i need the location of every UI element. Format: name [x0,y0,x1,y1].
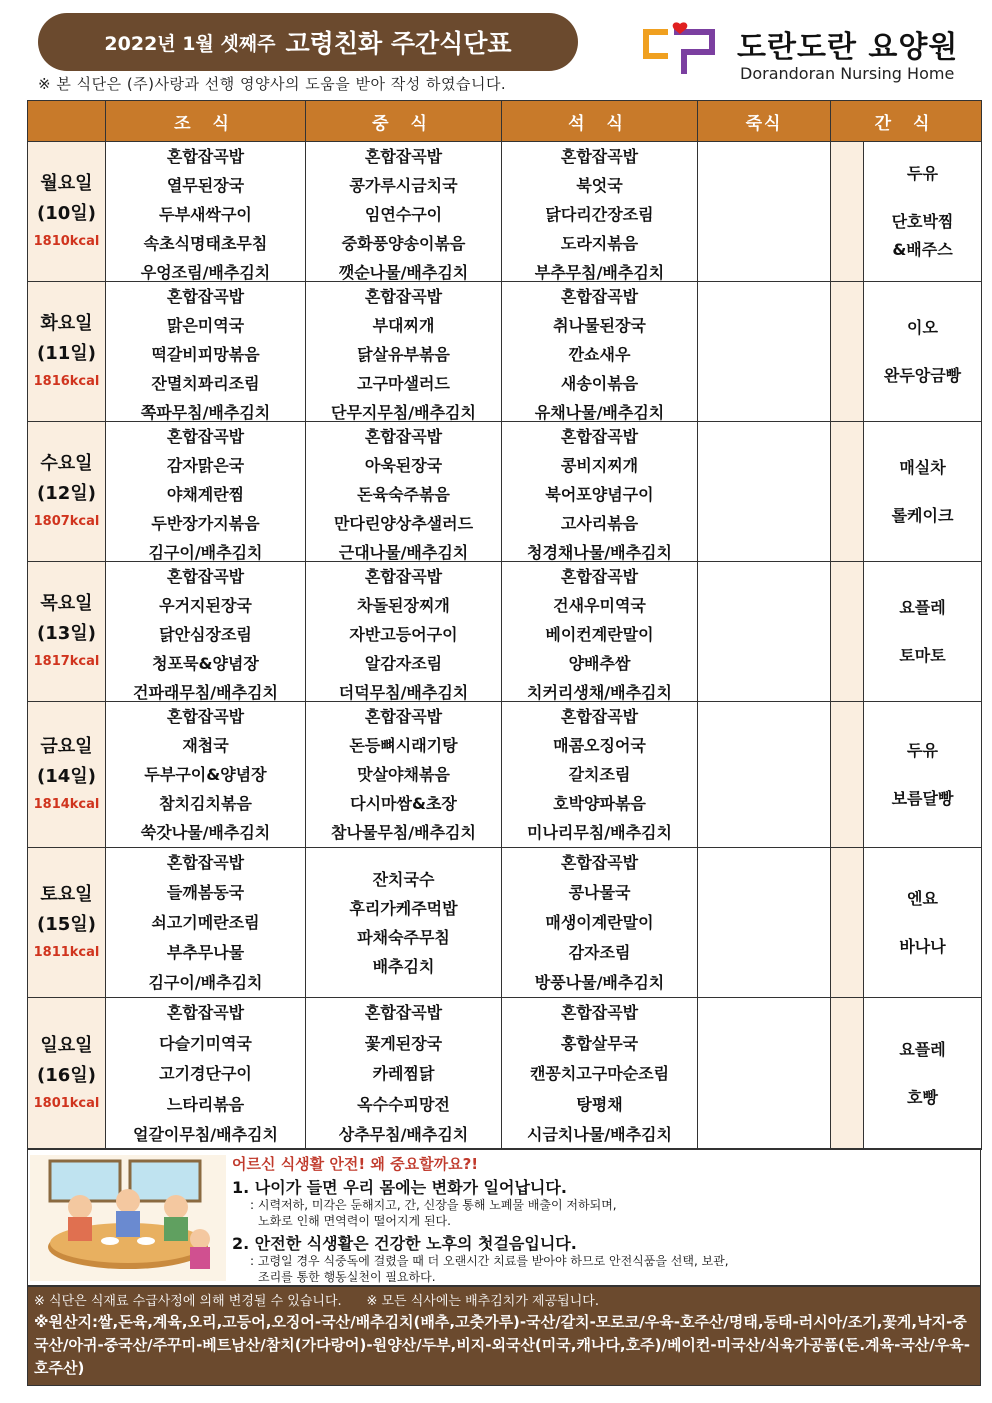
porridge-cell [698,702,831,848]
menu-item: 혼합잡곡밥 [166,853,245,872]
separator-cell [831,702,864,848]
porridge-cell [698,282,831,422]
menu-item: 닭안심장조림 [159,625,252,644]
menu-item: 느타리볶음 [166,1094,245,1114]
snack-item: 보름달빵 [891,788,954,808]
menu-item: 콩가루시금치국 [349,176,458,195]
porridge-cell [698,848,831,998]
day-date: (12일) [37,482,96,504]
menu-item: 차돌된장찌개 [357,596,450,615]
menu-item: 부대찌개 [372,316,435,335]
header-breakfast: 조 식 [106,101,306,142]
logo-english: Dorandoran Nursing Home [740,64,955,83]
snack-item: 엔요 [907,888,938,908]
snack-cell [864,282,982,422]
title-banner [38,13,578,71]
menu-item: 감자조림 [568,943,631,962]
dinner-cell [502,998,698,1150]
snack-item: 단호박찜 &배주스 [891,211,954,259]
menu-item: 쇠고기메란조림 [151,913,260,932]
menu-item: 돈등뼈시래기탕 [349,736,458,755]
logo-mark-icon [640,22,720,88]
menu-item: 재첩국 [182,736,229,755]
menu-item: 부추무나물 [166,943,245,962]
lunch-cell [306,848,502,998]
table-row [28,282,982,422]
menu-item: 김구이/배추김치 [148,543,263,562]
breakfast-cell [106,562,306,702]
menu-item: 방풍나물/배추김치 [534,973,665,992]
menu-item: 우엉조림/배추김치 [140,263,271,282]
menu-item: 떡갈비피망볶음 [151,345,260,364]
snack-item: 호빵 [907,1087,938,1107]
menu-item: 깻순나물/배추김치 [338,263,469,282]
day-kcal: 1801kcal [33,1095,100,1111]
day-kcal: 1817kcal [33,653,100,669]
separator-cell [831,282,864,422]
menu-item: 유채나물/배추김치 [534,403,665,422]
info-point-2: 2. 안전한 식생활은 건강한 노후의 첫걸음입니다. [232,1234,577,1253]
menu-item: 베이컨계란말이 [545,625,654,644]
menu-item: 자반고등어구이 [349,625,458,644]
lunch-cell [306,702,502,848]
snack-cell [864,562,982,702]
info-detail-2a: : 고령일 경우 식중독에 걸렸을 때 더 오랜시간 치료를 받아야 하므로 안전식품을 선택, 보관, [250,1254,729,1268]
info-detail-2b: 조리를 통한 행동실천이 필요하다. [258,1270,436,1284]
menu-item: 잔치국수 [372,869,435,889]
lunch-cell [306,562,502,702]
menu-item: 갈치조림 [568,765,631,784]
day-kcal: 1811kcal [33,944,100,960]
menu-item: 맑은미역국 [166,316,245,335]
menu-item: 호박양파볶음 [553,794,646,813]
page-title: 고령친화 주간식단표 [285,29,512,58]
menu-item: 혼합잡곡밥 [560,1003,639,1022]
dinner-cell [502,702,698,848]
info-detail-2 [250,1253,729,1285]
snack-cell [864,702,982,848]
info-detail-1a: : 시력저하, 미각은 둔해지고, 간, 신장을 통해 노폐물 배출이 저하되며, [250,1198,617,1212]
snack-item: 바나나 [899,936,946,956]
logo [640,22,980,88]
menu-item: 깐쇼새우 [568,345,631,364]
menu-item: 쪽파무침/배추김치 [140,403,271,422]
menu-item: 치커리생채/배추김치 [527,683,672,702]
breakfast-cell [106,142,306,282]
header-porridge: 죽식 [698,101,831,142]
menu-item: 혼합잡곡밥 [560,147,639,166]
menu-item: 배추김치 [372,956,435,976]
day-kcal: 1807kcal [33,513,100,529]
table-row [28,848,982,998]
breakfast-cell [106,422,306,562]
footer-note: ※ 식단은 식재료 수급사정에 의해 변경될 수 있습니다. ※ 모든 식사에는 배추김치가 제공됩니다. [34,1294,599,1309]
snack-item: 토마토 [899,645,946,665]
porridge-cell [698,422,831,562]
weekly-menu-table [27,100,982,1150]
menu-item: 혼합잡곡밥 [166,1003,245,1022]
porridge-cell [698,142,831,282]
dinner-cell [502,422,698,562]
menu-item: 중화풍양송이볶음 [341,234,466,253]
lunch-cell [306,998,502,1150]
menu-item: 닭다리간장조림 [545,205,654,224]
menu-item: 건새우미역국 [553,596,646,615]
day-name: 금요일 [40,735,93,757]
day-kcal: 1810kcal [33,233,100,249]
menu-item: 미나리무침/배추김치 [527,823,672,842]
lunch-cell [306,282,502,422]
day-cell [28,998,106,1150]
snack-item: 두유 [907,163,938,183]
menu-item: 후리가케주먹밥 [349,898,458,918]
breakfast-cell [106,282,306,422]
menu-item: 새송이볶음 [560,374,639,393]
table-row [28,142,982,282]
menu-item: 속초식명태초무침 [143,234,268,253]
menu-item: 북엇국 [576,176,623,195]
day-cell [28,562,106,702]
menu-item: 청포묵&양념장 [152,654,259,673]
menu-item: 혼합잡곡밥 [364,427,443,446]
menu-item: 파채숙주무침 [357,927,450,947]
table-row [28,562,982,702]
dinner-cell [502,562,698,702]
menu-item: 잔멸치꽈리조림 [151,374,260,393]
menu-item: 들깨봄동국 [166,883,245,902]
menu-item: 옥수수피망전 [357,1094,450,1114]
breakfast-cell [106,998,306,1150]
snack-item: 요플레 [899,1039,946,1059]
menu-item: 알감자조림 [364,654,443,673]
menu-item: 매콤오징어국 [553,736,646,755]
menu-item: 매생이계란말이 [545,913,654,932]
menu-item: 열무된장국 [166,176,245,195]
menu-item: 혼합잡곡밥 [364,707,443,726]
separator-cell [831,998,864,1150]
separator-cell [831,422,864,562]
day-cell [28,702,106,848]
snack-cell [864,998,982,1150]
day-cell [28,848,106,998]
info-point-1: 1. 나이가 들면 우리 몸에는 변화가 일어납니다. [232,1178,567,1197]
menu-item: 혼합잡곡밥 [166,147,245,166]
menu-item: 혼합잡곡밥 [364,287,443,306]
menu-item: 근대나물/배추김치 [338,543,469,562]
day-name: 화요일 [40,312,93,334]
footer-origin: ※원산지:쌀,돈육,계육,오리,고등어,오징어-국산/배추김치(배추,고춧가루)-국산/갈치-모로코/우육-호주산/명태,동태-러시아/조기,꽃게,낙지-중국산/아귀-중국산/주꾸미-베트남산/참치(가다랑어)-원양산/두부,비지-외국산(미국,캐나다,호주)/베이컨-미국산/식육가공품(돈.계육-국산/우육-호주산) [34,1313,970,1377]
menu-item: 참치김치볶음 [159,794,252,813]
separator-cell [831,142,864,282]
day-kcal: 1816kcal [33,373,100,389]
menu-item: 만다린양상추샐러드 [333,514,474,533]
menu-item: 쑥갓나물/배추김치 [140,823,271,842]
menu-item: 고구마샐러드 [357,374,450,393]
table-row [28,702,982,848]
menu-item: 닭살유부볶음 [357,345,450,364]
menu-item: 탕평채 [576,1094,623,1114]
dinner-cell [502,282,698,422]
breakfast-cell [106,848,306,998]
menu-item: 아욱된장국 [364,456,443,475]
menu-item: 부추무침/배추김치 [534,263,665,282]
notice-text: ※ 본 식단은 (주)사랑과 선행 영양사의 도움을 받아 작성 하였습니다. [38,75,507,93]
menu-item: 도라지볶음 [560,234,639,253]
day-name: 일요일 [40,1034,93,1056]
menu-item: 꽃게된장국 [364,1033,443,1053]
menu-item: 우거지된장국 [159,596,252,615]
menu-item: 혼합잡곡밥 [560,427,639,446]
menu-item: 혼합잡곡밥 [364,147,443,166]
menu-item: 양배추쌈 [568,654,631,673]
menu-item: 시금치나물/배추김치 [527,1125,672,1144]
separator-cell [831,562,864,702]
snack-cell [864,142,982,282]
menu-item: 혼합잡곡밥 [560,287,639,306]
day-name: 목요일 [40,592,93,614]
footer-box [27,1286,981,1386]
snack-item: 요플레 [899,597,946,617]
day-kcal: 1814kcal [33,796,100,812]
dinner-cell [502,848,698,998]
info-question: 어르신 식생활 안전! 왜 중요할까요?! [232,1155,479,1173]
snack-cell [864,422,982,562]
menu-item: 콩나물국 [568,883,631,902]
day-date: (15일) [37,913,96,935]
menu-item: 청경채나물/배추김치 [527,543,672,562]
menu-item: 혼합잡곡밥 [560,567,639,586]
dinner-cell [502,142,698,282]
snack-item: 매실차 [899,457,946,477]
header-dinner: 석 식 [502,101,698,142]
menu-item: 혼합잡곡밥 [166,427,245,446]
menu-item: 고사리볶음 [560,514,639,533]
menu-item: 다시마쌈&초장 [350,794,457,813]
family-meal-illustration [30,1155,226,1281]
lunch-cell [306,422,502,562]
menu-item: 감자맑은국 [166,456,245,475]
header-lunch: 중 식 [306,101,502,142]
day-date: (11일) [37,342,96,364]
info-box [27,1148,981,1286]
snack-item: 두유 [907,740,938,760]
menu-item: 북어포양념구이 [545,485,654,504]
info-detail-1b: 노화로 인해 면역력이 떨어지게 된다. [258,1214,451,1228]
snack-cell [864,848,982,998]
menu-item: 상추무침/배추김치 [338,1125,469,1144]
day-date: (13일) [37,622,96,644]
snack-item: 이오 [907,317,938,337]
day-name: 토요일 [40,883,93,905]
menu-item: 혼합잡곡밥 [364,567,443,586]
menu-item: 혼합잡곡밥 [560,707,639,726]
logo-name: 도란도란 요양원 [737,30,959,65]
menu-item: 임연수구이 [364,205,443,224]
porridge-cell [698,998,831,1150]
separator-cell [831,848,864,998]
menu-item: 참나물무침/배추김치 [331,823,476,842]
day-date: (14일) [37,765,96,787]
menu-item: 혼합잡곡밥 [166,567,245,586]
header-snack: 간 식 [831,101,982,142]
menu-item: 취나물된장국 [553,316,646,335]
day-name: 월요일 [40,172,93,194]
table-row [28,422,982,562]
menu-item: 혼합잡곡밥 [560,853,639,872]
lunch-cell [306,142,502,282]
day-date: (10일) [37,202,96,224]
menu-item: 콩비지찌개 [560,456,639,475]
info-detail-1 [250,1197,617,1229]
menu-item: 김구이/배추김치 [148,973,263,992]
header-day [28,101,106,142]
porridge-cell [698,562,831,702]
day-date: (16일) [37,1064,96,1086]
day-cell [28,282,106,422]
menu-item: 혼합잡곡밥 [364,1003,443,1022]
menu-item: 다슬기미역국 [159,1033,252,1053]
table-header-row [28,101,982,142]
menu-item: 맛살야채볶음 [357,765,450,784]
menu-item: 더덕무침/배추김치 [338,683,469,702]
menu-item: 두반장가지볶음 [151,514,260,533]
menu-item: 캔꽁치고구마순조림 [529,1064,670,1083]
breakfast-cell [106,702,306,848]
menu-item: 야채계란찜 [166,485,245,504]
snack-item: 완두앙금빵 [883,365,962,385]
menu-item: 혼합잡곡밥 [166,287,245,306]
menu-item: 홍합살무국 [560,1033,639,1053]
menu-item: 두부새싹구이 [159,205,252,224]
day-cell [28,422,106,562]
menu-item: 카레찜닭 [372,1064,435,1083]
day-name: 수요일 [40,452,93,474]
menu-item: 얼갈이무침/배추김치 [133,1125,278,1144]
menu-item: 돈육숙주볶음 [357,485,450,504]
snack-item: 롤케이크 [891,505,954,525]
menu-item: 고기경단구이 [159,1064,252,1083]
table-row [28,998,982,1150]
menu-item: 건파래무침/배추김치 [133,683,278,702]
day-cell [28,142,106,282]
menu-item: 두부구이&양념장 [144,765,267,784]
menu-item: 혼합잡곡밥 [166,707,245,726]
date-label: 2022년 1월 셋째주 [104,32,276,55]
menu-item: 단무지무침/배추김치 [331,403,476,422]
